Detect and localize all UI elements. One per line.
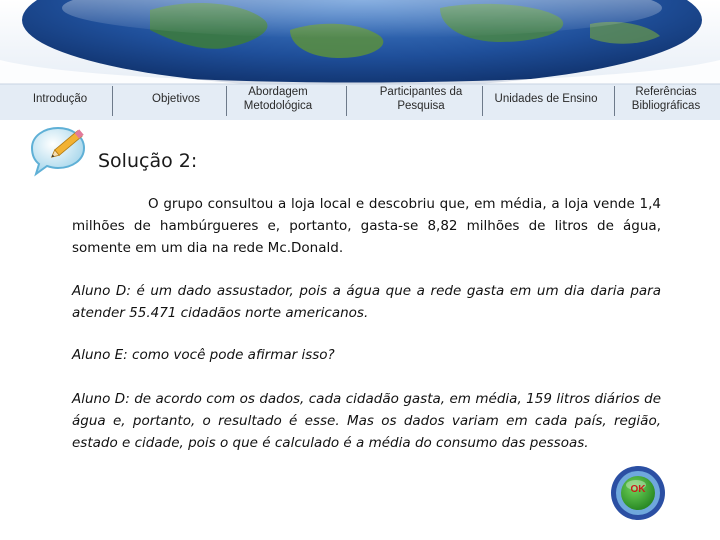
ok-button[interactable] bbox=[610, 465, 666, 521]
nav-item-objetivos[interactable]: Objetivos bbox=[152, 93, 200, 105]
nav-divider bbox=[112, 86, 113, 116]
globe-banner-icon bbox=[0, 0, 720, 120]
dialogue-line bbox=[72, 280, 661, 324]
nav-divider bbox=[482, 86, 483, 116]
nav-item-unidades-ensino[interactable]: Unidades de Ensino bbox=[494, 93, 598, 105]
speaker-label: Aluno E: bbox=[72, 347, 128, 363]
nav-divider bbox=[346, 86, 347, 116]
nav-divider bbox=[226, 86, 227, 116]
speech-bubble-pencil-icon bbox=[24, 122, 94, 182]
speaker-label: Aluno D: bbox=[72, 391, 130, 407]
paragraph-intro: O grupo consultou a loja local e descobriu que, em média, a loja vende 1,4 milhões de hambúrgueres e, portanto, gasta-se 8,82 milhões de litros de água, somente em um dia na rede Mc.Donald. bbox=[72, 196, 661, 256]
nav-divider bbox=[614, 86, 615, 116]
nav-item-abordagem-metodologica[interactable]: Abordagem Metodológica bbox=[243, 86, 313, 112]
dialogue-line bbox=[72, 388, 661, 454]
nav-item-participantes-pesquisa[interactable]: Participantes da Pesquisa bbox=[379, 86, 463, 112]
dialogue-text: como você pode afirmar isso? bbox=[127, 347, 335, 363]
header-banner bbox=[0, 0, 720, 120]
dialogue-text: é um dado assustador, pois a água que a rede gasta em um dia daria para atender 55.471 cidadãos norte americanos. bbox=[72, 283, 662, 321]
ok-button-label: OK bbox=[630, 484, 646, 495]
dialogue-line bbox=[72, 344, 661, 366]
dialogue-text: de acordo com os dados, cada cidadão gasta, em média, 159 litros diários de água e, portanto, o resultado é esse. Mas os dados variam em cada país, região, estado e cidade, pois o que é calculado é a média do consumo das pessoas. bbox=[72, 391, 661, 451]
nav-item-introducao[interactable]: Introdução bbox=[32, 93, 88, 105]
nav-item-referencias-bibliograficas[interactable]: Referências Bibliográficas bbox=[631, 86, 701, 112]
speaker-label: Aluno D: bbox=[72, 283, 131, 299]
slide-title: Solução 2: bbox=[98, 150, 198, 172]
